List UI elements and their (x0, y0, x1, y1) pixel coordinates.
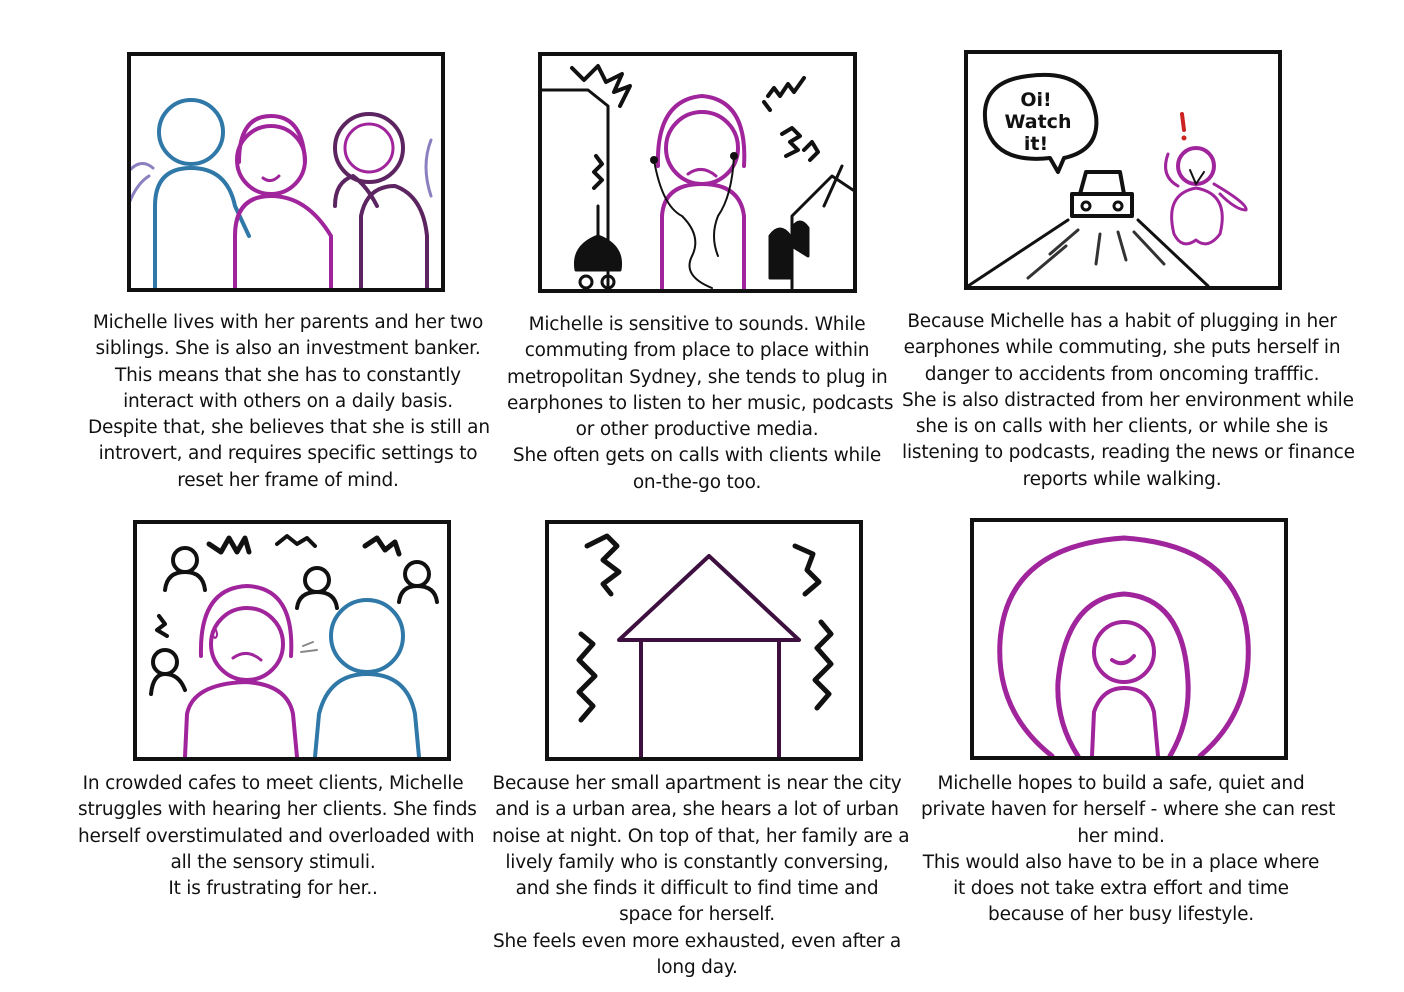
caption-line: Despite that, she believes that she is still an (88, 417, 490, 439)
caption-line: metropolitan Sydney, she tends to plug in (507, 366, 888, 388)
noise-scribble (301, 642, 317, 652)
panel-traffic-illustration (964, 50, 1282, 290)
speech-text: Oi! (1020, 89, 1052, 111)
michelle-frown (233, 653, 261, 660)
caption-line: private haven for herself - where she can rest (921, 799, 1336, 821)
caption-line: earphones to listen to her music, podcasts (507, 392, 894, 414)
car-icon (1080, 172, 1124, 194)
caption-line: This means that she has to constantly (115, 364, 461, 386)
haven-outer-ring (1000, 538, 1249, 756)
caption-line: all the sensory stimuli. (170, 851, 376, 873)
panel-family-illustration (127, 52, 445, 292)
family-drawing (131, 56, 441, 288)
caption-line: interact with others on a daily basis. (123, 390, 453, 412)
caption-line: Michelle lives with her parents and her two (92, 312, 484, 333)
michelle-frown (688, 169, 716, 176)
caption-line: She often gets on calls with clients while (512, 445, 882, 467)
caption-family (88, 310, 488, 494)
sweat-drop (213, 628, 217, 638)
caption-line: it does not take extra effort and time (953, 878, 1289, 900)
caption-haven (921, 771, 1336, 929)
michelle-smile (1112, 656, 1134, 663)
michelle-head (211, 608, 283, 680)
haven-drawing (974, 522, 1284, 756)
michelle-head (1094, 622, 1154, 682)
caption-apartment (492, 771, 910, 981)
commute-drawing (542, 56, 853, 289)
caption-line: long day. (656, 957, 738, 979)
caption-line: Because Michelle has a habit of plugging in her (907, 311, 1337, 332)
caption-line: struggles with hearing her clients. She finds (78, 799, 477, 821)
caption-line: listening to podcasts, reading the news or finance (902, 442, 1355, 464)
client-body (315, 674, 419, 757)
michelle-head (237, 126, 305, 194)
caption-line: introvert, and requires specific settings to (98, 443, 478, 465)
caption-line: danger to accidents from oncoming trafffic. (924, 363, 1320, 385)
caption-traffic (902, 309, 1355, 493)
caption-line: her mind. (1077, 825, 1165, 847)
caption-line: It is frustrating for her.. (168, 878, 378, 900)
caption-line: She is also distracted from her environment while (902, 389, 1354, 411)
panel-haven-illustration (970, 518, 1288, 760)
caption-line: on-the-go too. (632, 471, 762, 493)
car-icon (575, 236, 620, 270)
caption-line: In crowded cafes to meet clients, Michelle (82, 773, 464, 794)
caption-line: or other productive media. (575, 419, 819, 441)
sibling-head (159, 100, 223, 164)
house-roof (619, 556, 799, 640)
caption-line: space for herself. (619, 904, 775, 926)
caption-line: she is on calls with her clients, or while she is (915, 416, 1329, 438)
caption-line: and is a urban area, she hears a lot of urban (495, 799, 899, 821)
michelle-head (1178, 148, 1214, 184)
music-note-icon (782, 128, 800, 156)
michelle-smile (263, 176, 279, 181)
caption-cafe (78, 771, 477, 902)
client-head (331, 600, 403, 672)
caption-sounds (507, 312, 894, 496)
speech-text: Watch (1004, 111, 1072, 133)
caption-line: Michelle hopes to build a safe, quiet and (937, 773, 1305, 794)
haven-inner-ring (1058, 594, 1188, 756)
speech-text: it! (1023, 133, 1049, 155)
caption-line: and she finds it difficult to find time and (515, 878, 879, 900)
caption-line: earphones while commuting, she puts herself in (903, 337, 1341, 359)
people-silhouette (770, 229, 790, 278)
panel-cafe-illustration (133, 520, 451, 761)
caption-line: This would also have to be in a place where (922, 851, 1320, 873)
traffic-drawing (968, 54, 1278, 286)
caption-line: siblings. She is also an investment banker. (95, 338, 481, 360)
michelle-body (235, 196, 331, 288)
caption-line: She feels even more exhausted, even after a (492, 930, 902, 952)
caption-line: Michelle is sensitive to sounds. While (528, 314, 866, 335)
panel-sounds-illustration (538, 52, 857, 293)
caption-line: reset her frame of mind. (177, 469, 399, 491)
caption-line: Because her small apartment is near the city (492, 773, 902, 794)
caption-line: herself overstimulated and overloaded with (78, 825, 475, 847)
caption-line: lively family who is constantly conversing, (505, 851, 889, 873)
caption-line: reports while walking. (1022, 468, 1222, 490)
michelle-head (666, 112, 738, 184)
caption-line: because of her busy lifestyle. (988, 904, 1254, 926)
caption-line: commuting from place to place within (524, 340, 870, 362)
cafe-drawing (137, 524, 447, 757)
apartment-drawing (549, 524, 859, 757)
michelle-body (1092, 688, 1158, 756)
panel-apartment-illustration (545, 520, 863, 761)
alert-mark (1182, 114, 1184, 130)
caption-line: noise at night. On top of that, her family are a (492, 825, 910, 847)
